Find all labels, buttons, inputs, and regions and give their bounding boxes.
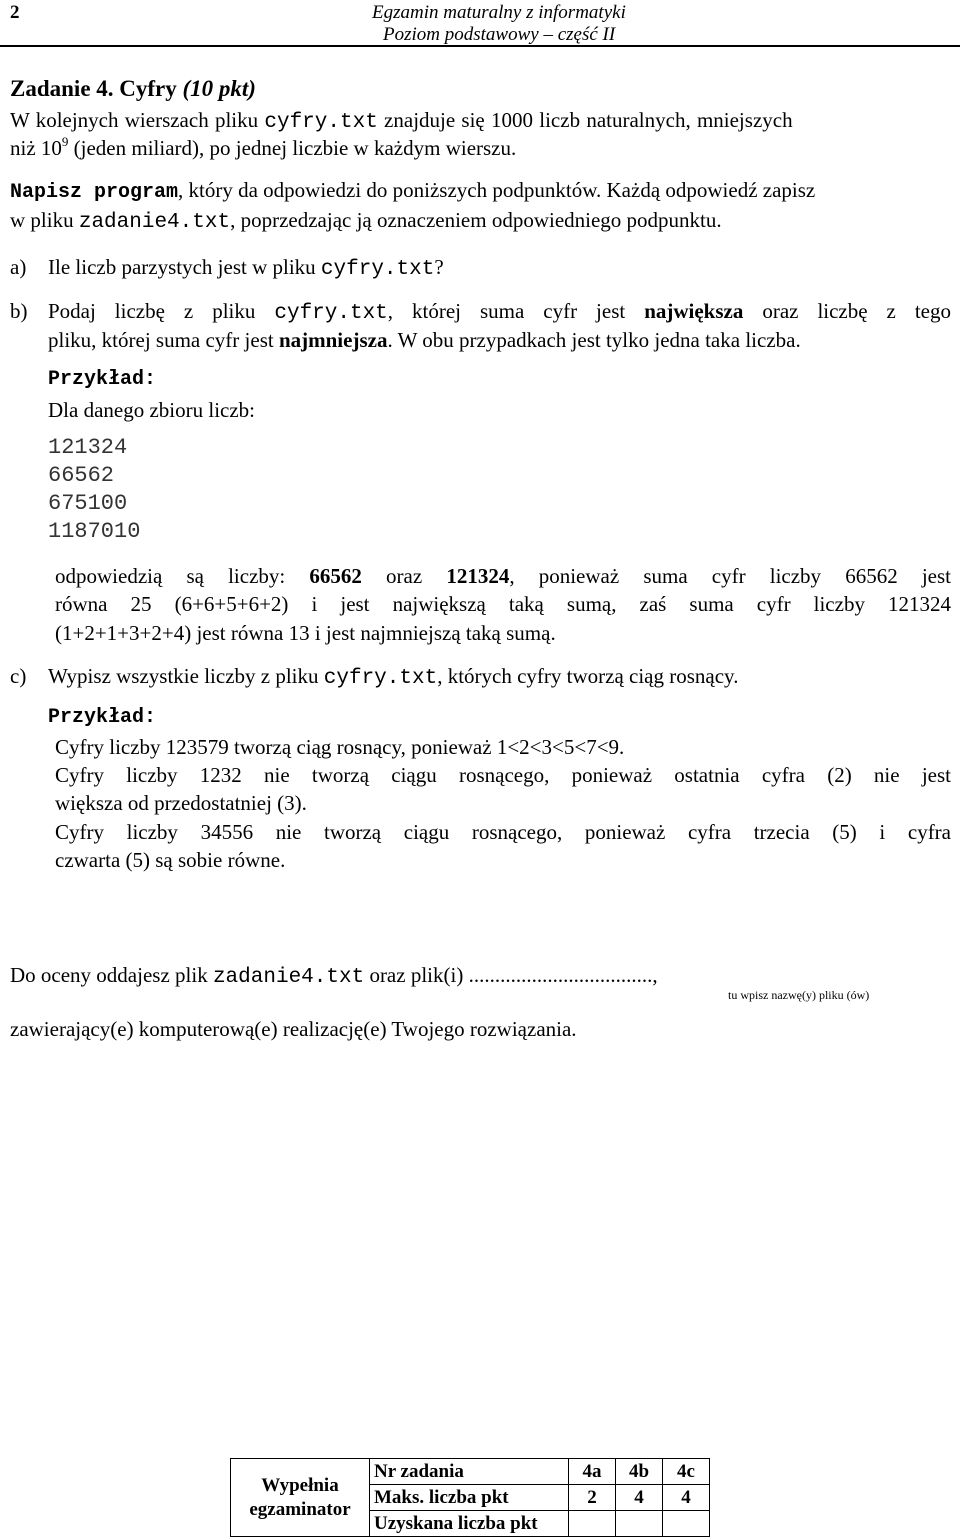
subpoint-text: Ile liczb parzystych jest w pliku xyxy=(48,255,321,279)
page-number: 2 xyxy=(10,2,20,23)
example-answer-line3: (1+2+1+3+2+4) jest równa 13 i jest najmniejszą taką sumą. xyxy=(55,621,556,645)
filename-cyfry: cyfry.txt xyxy=(264,111,378,134)
intro-text: znajduje się 1000 liczb naturalnych, mniejszych xyxy=(377,108,793,132)
subpoint-b-marker: b) xyxy=(10,299,28,323)
instruction-text: , który da odpowiedzi do poniższych podpunktów. Każdą odpowiedź zapisz xyxy=(178,178,816,202)
subpoint-text: , której suma cyfr jest xyxy=(387,299,645,323)
header-rule xyxy=(0,45,960,47)
subpoint-b-line2 xyxy=(48,326,801,354)
answer-number-min: 121324 xyxy=(446,564,510,588)
max-points-cell: 4 xyxy=(616,1485,663,1511)
obtained-points-cell[interactable] xyxy=(663,1511,710,1537)
subpoint-a-text xyxy=(48,253,444,284)
example-number: 1187010 xyxy=(48,519,141,544)
max-points-cell: 4 xyxy=(663,1485,710,1511)
intro-text: niż 10 xyxy=(10,136,62,160)
filename-cyfry: cyfry.txt xyxy=(323,667,438,690)
answer-text: odpowiedzią są liczby: xyxy=(55,564,310,588)
submission-line1 xyxy=(10,961,658,992)
subpoint-text: oraz liczbę z tego xyxy=(743,299,951,323)
submission-text: oraz plik(i) xyxy=(364,963,469,987)
subpoint-text: ? xyxy=(434,255,444,279)
subpoint-text: Podaj liczbę z pliku xyxy=(48,299,275,323)
example-number: 675100 xyxy=(48,491,128,516)
example-number: 121324 xyxy=(48,435,128,460)
file-name-hint: tu wpisz nazwę(y) pliku (ów) xyxy=(728,988,870,1002)
row-label: Nr zadania xyxy=(370,1459,569,1485)
answer-text: , ponieważ suma cyfr liczby 66562 jest xyxy=(509,564,952,588)
example-c-2-line2: większa od przedostatniej (3). xyxy=(55,791,307,815)
answer-text: oraz xyxy=(361,564,447,588)
task-number-cell: 4a xyxy=(569,1459,616,1485)
subpoint-text: Wypisz wszystkie liczby z pliku xyxy=(48,664,324,688)
max-points-cell: 2 xyxy=(569,1485,616,1511)
example-c-3-line2: czwarta (5) są sobie równe. xyxy=(55,848,286,872)
intro-text: W kolejnych wierszach pliku xyxy=(10,108,265,132)
subpoint-c-text xyxy=(48,662,738,693)
filename-cyfry: cyfry.txt xyxy=(320,258,435,281)
answer-number-max: 66562 xyxy=(309,564,362,588)
example-label-b: Przykład: xyxy=(48,368,157,391)
examiner-label: Wypełnia egzaminator xyxy=(231,1459,370,1537)
instruction-text: , poprzedzając ją oznaczeniem odpowiedniego podpunktu. xyxy=(230,208,722,232)
subpoint-text: . W obu przypadkach jest tylko jedna taka liczba. xyxy=(387,328,801,352)
example-set-intro: Dla danego zbioru liczb: xyxy=(48,398,256,422)
filename-cyfry: cyfry.txt xyxy=(274,302,388,325)
emphasis-largest: największa xyxy=(644,299,744,323)
obtained-points-cell[interactable] xyxy=(616,1511,663,1537)
submission-line2: zawierający(e) komputerową(e) realizację(e) Twojego rozwiązania. xyxy=(10,1017,577,1041)
example-answer-line2: równa 25 (6+6+5+6+2) i jest największą taką sumą, zaś suma cyfr liczby 121324 xyxy=(55,592,951,616)
example-c-1: Cyfry liczby 123579 tworzą ciąg rosnący, ponieważ 1<2<3<5<7<9. xyxy=(55,735,625,759)
intro-line1 xyxy=(10,106,950,137)
row-label: Uzyskana liczba pkt xyxy=(370,1511,569,1537)
intro-line2 xyxy=(10,134,516,162)
example-label-c: Przykład: xyxy=(48,706,157,729)
row-label: Maks. liczba pkt xyxy=(370,1485,569,1511)
task-number-cell: 4b xyxy=(616,1459,663,1485)
filename-zadanie: zadanie4.txt xyxy=(212,966,365,989)
filename-zadanie: zadanie4.txt xyxy=(78,211,231,234)
submission-text: Do oceny oddajesz plik xyxy=(10,963,213,987)
example-c-2-line1: Cyfry liczby 1232 nie tworzą ciągu rosnącego, ponieważ ostatnia cyfra (2) nie jest xyxy=(55,763,951,787)
example-answer-line1 xyxy=(55,562,951,590)
instruction-bold: Napisz program xyxy=(10,181,179,204)
header-title-line2: Poziom podstawowy – część II xyxy=(383,24,616,45)
task-title-main: Zadanie 4. Cyfry xyxy=(10,76,183,101)
subpoint-b-line1 xyxy=(48,297,951,328)
header-title-line1: Egzamin maturalny z informatyki xyxy=(372,2,626,23)
exponent: 9 xyxy=(61,134,69,149)
instruction-text: w pliku xyxy=(10,208,79,232)
example-number: 66562 xyxy=(48,463,115,488)
obtained-points-cell[interactable] xyxy=(569,1511,616,1537)
example-numbers xyxy=(48,434,140,546)
file-name-blank[interactable]: ..................................., xyxy=(468,963,658,987)
table-row xyxy=(231,1459,710,1485)
emphasis-smallest: najmniejsza xyxy=(278,328,388,352)
instruction-line2 xyxy=(10,206,722,237)
score-table xyxy=(230,1458,710,1537)
subpoint-text: pliku, której suma cyfr jest xyxy=(48,328,279,352)
task-title-points: (10 pkt) xyxy=(182,76,256,101)
instruction-line1 xyxy=(10,176,815,207)
subpoint-c-marker: c) xyxy=(10,664,27,688)
intro-text: (jeden miliard), po jednej liczbie w każdym wierszu. xyxy=(68,136,517,160)
example-c-3-line1: Cyfry liczby 34556 nie tworzą ciągu rosnącego, ponieważ cyfra trzecia (5) i cyfra xyxy=(55,820,951,844)
task-number-cell: 4c xyxy=(663,1459,710,1485)
subpoint-text: , których cyfry tworzą ciąg rosnący. xyxy=(437,664,739,688)
task-title xyxy=(10,74,256,104)
subpoint-a-marker: a) xyxy=(10,255,27,279)
